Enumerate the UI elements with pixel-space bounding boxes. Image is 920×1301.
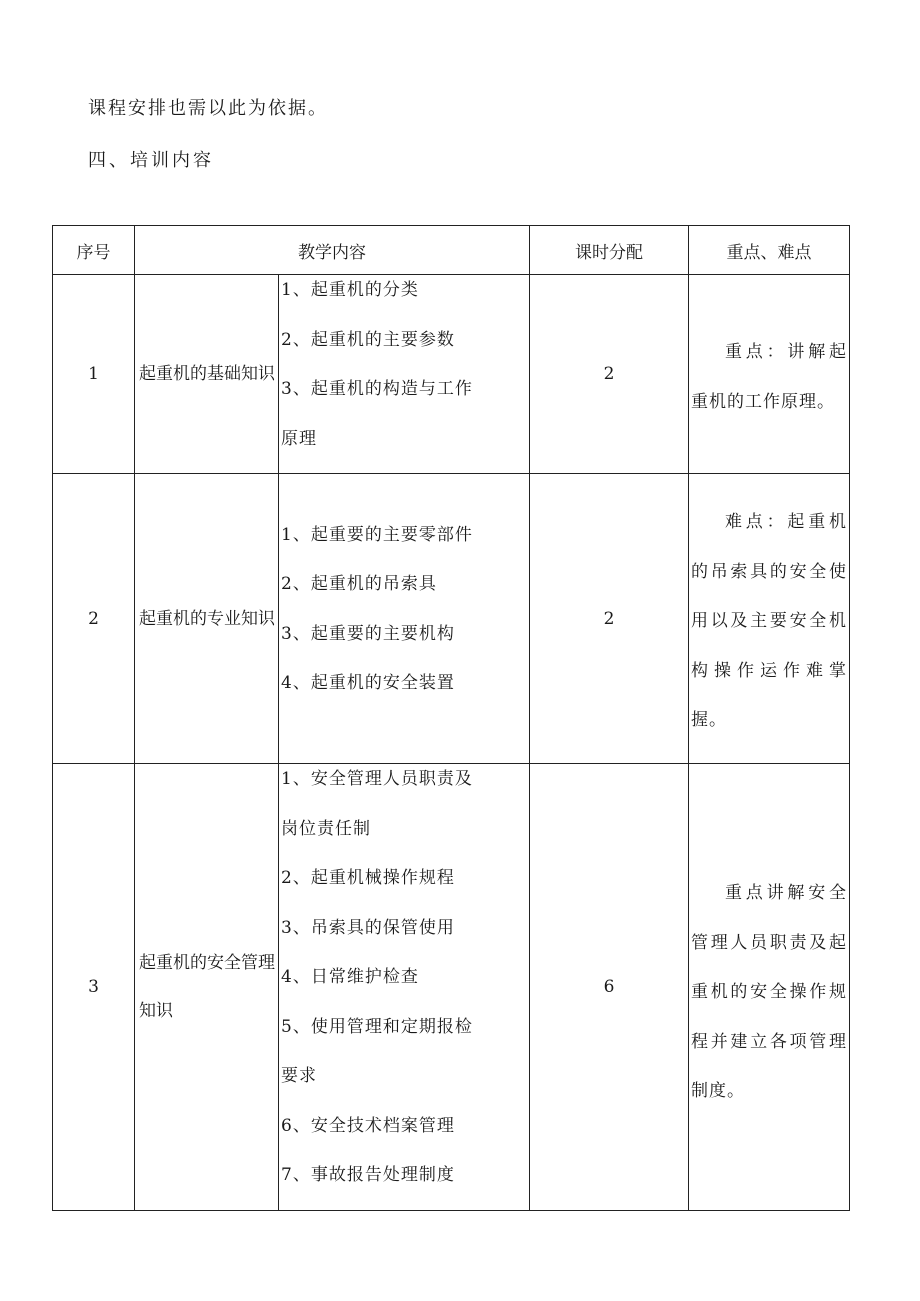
content-line: 3、起重要的主要机构 (281, 623, 455, 644)
section-heading: 四、培训内容 (88, 150, 214, 171)
header-hours: 课时分配 (530, 226, 689, 275)
content-line: 2、起重机的主要参数 (281, 329, 455, 350)
content-line: 4、起重机的安全装置 (281, 673, 455, 693)
row-number: 2 (53, 474, 135, 764)
content-line: 5、使用管理和定期报检 (281, 1016, 473, 1037)
row-content (279, 764, 530, 1211)
row-hours: 2 (530, 474, 689, 764)
table-header-row (53, 226, 850, 275)
content-line: 岗位责任制 (281, 818, 371, 839)
row-topic: 起重机的基础知识 (135, 275, 279, 474)
content-line: 3、起重机的构造与工作 (281, 379, 473, 399)
content-line: 原理 (281, 428, 317, 449)
key-points-text: 重点：讲解起重机的工作原理。 (691, 342, 847, 412)
row-hours: 6 (530, 764, 689, 1211)
row-key-points (689, 474, 850, 764)
intro-paragraph: 课程安排也需以此为依据。 (88, 98, 328, 119)
content-line: 7、事故报告处理制度 (281, 1165, 455, 1185)
key-points-text: 重点讲解安全管理人员职责及起重机的安全操作规程并建立各项管理制度。 (691, 883, 847, 1101)
row-key-points (689, 275, 850, 474)
header-key-points: 重点、难点 (689, 226, 850, 275)
header-content: 教学内容 (135, 226, 530, 275)
content-line: 2、起重机械操作规程 (281, 868, 455, 888)
row-topic: 起重机的专业知识 (135, 474, 279, 764)
row-number: 3 (53, 764, 135, 1211)
row-hours: 2 (530, 275, 689, 474)
table-row (53, 764, 850, 1211)
row-content (279, 474, 530, 764)
content-line: 2、起重机的吊索具 (281, 574, 437, 594)
key-points-text: 难点：起重机的吊索具的安全使用以及主要安全机构操作运作难掌握。 (691, 512, 847, 731)
training-content-table (52, 225, 850, 1211)
row-number: 1 (53, 275, 135, 474)
content-line: 6、安全技术档案管理 (281, 1115, 455, 1136)
row-content (279, 275, 530, 474)
content-line: 3、吊索具的保管使用 (281, 917, 455, 938)
content-line: 4、日常维护检查 (281, 967, 419, 987)
table-row (53, 474, 850, 764)
content-line: 1、安全管理人员职责及 (281, 769, 473, 789)
content-line: 1、起重要的主要零部件 (281, 524, 473, 545)
row-key-points (689, 764, 850, 1211)
table-row (53, 275, 850, 474)
row-topic: 起重机的安全管理知识 (135, 764, 279, 1211)
header-no: 序号 (53, 226, 135, 275)
content-line: 1、起重机的分类 (281, 280, 419, 300)
content-line: 要求 (281, 1066, 317, 1086)
